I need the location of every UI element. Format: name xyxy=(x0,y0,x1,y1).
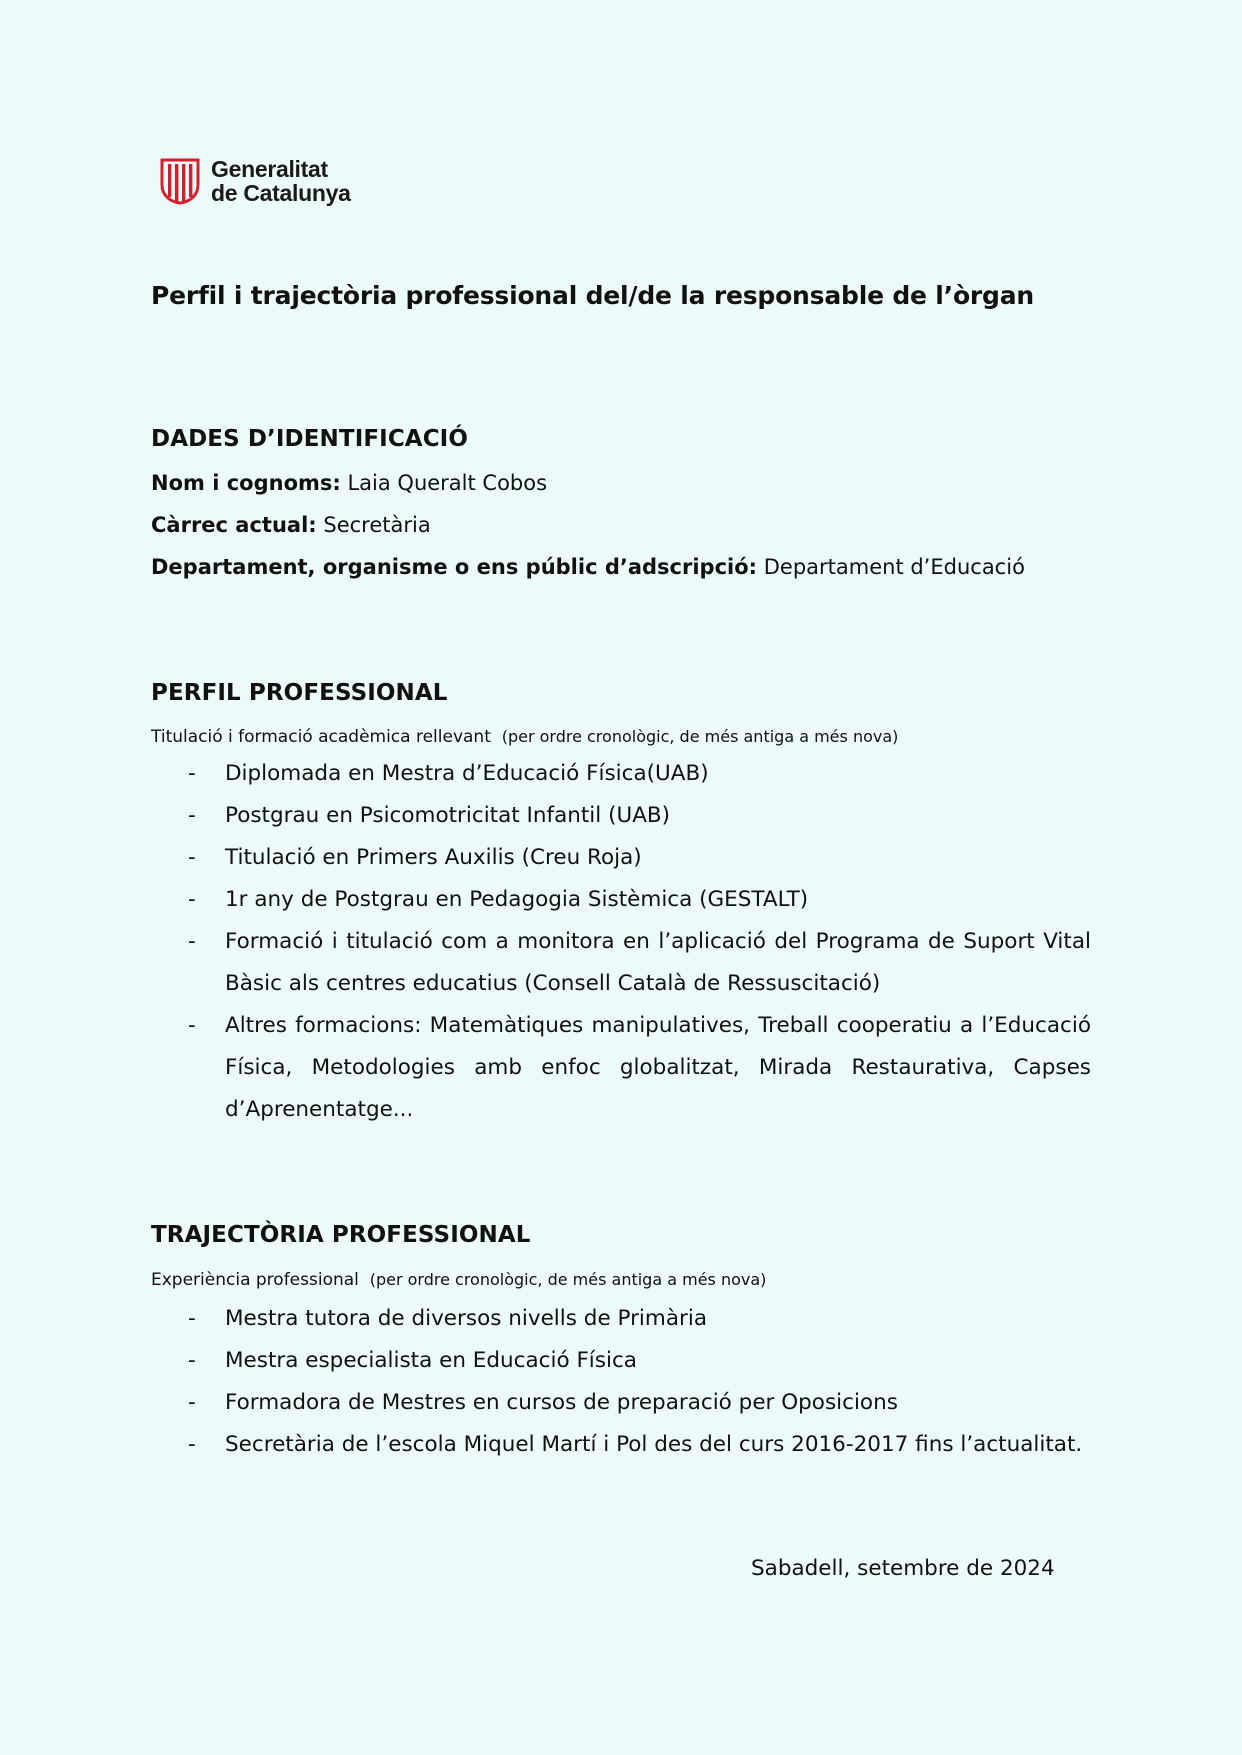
list-item-text: Formadora de Mestres en cursos de preparació per Oposicions xyxy=(225,1390,898,1415)
field-value: Secretària xyxy=(323,513,431,537)
bullet-dash: - xyxy=(188,929,196,954)
senyera-emblem-icon xyxy=(159,157,201,205)
bullet-dash: - xyxy=(188,1390,196,1415)
list-item-text: Titulació en Primers Auxilis (Creu Roja) xyxy=(225,845,642,870)
career-heading: TRAJECTÒRIA PROFESSIONAL xyxy=(151,1222,531,1248)
bullet-dash: - xyxy=(188,1013,196,1038)
list-item xyxy=(151,879,1091,921)
list-item-text: Postgrau en Psicomotricitat Infantil (UAB) xyxy=(225,803,671,828)
logo-line-2: de Catalunya xyxy=(211,180,351,206)
experience-list xyxy=(151,1298,1091,1466)
list-item-text: Diplomada en Mestra d’Educació Física(UAB) xyxy=(225,761,709,786)
subheading-text: Titulació i formació acadèmica rellevant xyxy=(151,727,491,747)
place-and-date: Sabadell, setembre de 2024 xyxy=(751,1556,1055,1581)
list-item xyxy=(151,1340,1091,1382)
field-full-name xyxy=(151,471,547,495)
list-item xyxy=(151,753,1091,795)
field-label: Càrrec actual: xyxy=(151,513,317,537)
field-current-position xyxy=(151,513,431,537)
field-label: Nom i cognoms: xyxy=(151,471,341,495)
bullet-dash: - xyxy=(188,803,196,828)
bullet-dash: - xyxy=(188,761,196,786)
profile-heading: PERFIL PROFESSIONAL xyxy=(151,680,448,706)
list-item-text: Altres formacions: Matemàtiques manipulatives, Treball cooperatiu a l’Educació Física, Metodologies amb enfoc globalitzat, Mirada Restaurativa, Capses d’Aprenentatge... xyxy=(225,1013,1091,1122)
list-item-text: Secretària de l’escola Miquel Martí i Pol des del curs 2016-2017 fins l’actualitat. xyxy=(225,1432,1083,1457)
list-item xyxy=(151,1424,1091,1466)
generalitat-logo xyxy=(159,157,351,205)
bullet-dash: - xyxy=(188,1432,196,1457)
document-title: Perfil i trajectòria professional del/de la responsable de l’òrgan xyxy=(151,281,1035,310)
logo-line-1: Generalitat xyxy=(211,156,328,182)
field-department xyxy=(151,555,1025,579)
bullet-dash: - xyxy=(188,1348,196,1373)
subheading-note: (per ordre cronològic, de més antiga a més nova) xyxy=(369,1270,767,1289)
bullet-dash: - xyxy=(188,845,196,870)
subheading-note: (per ordre cronològic, de més antiga a més nova) xyxy=(501,727,899,746)
list-item-text: Mestra tutora de diversos nivells de Primària xyxy=(225,1306,708,1331)
career-subheading xyxy=(151,1270,766,1290)
field-value: Departament d’Educació xyxy=(763,555,1025,579)
list-item-text: 1r any de Postgrau en Pedagogia Sistèmica (GESTALT) xyxy=(225,887,809,912)
identification-heading: DADES D’IDENTIFICACIÓ xyxy=(151,426,468,452)
list-item xyxy=(151,1298,1091,1340)
bullet-dash: - xyxy=(188,1306,196,1331)
logo-wordmark xyxy=(211,157,351,205)
subheading-text: Experiència professional xyxy=(151,1270,359,1290)
list-item xyxy=(151,837,1091,879)
bullet-dash: - xyxy=(188,887,196,912)
list-item-text: Mestra especialista en Educació Física xyxy=(225,1348,637,1373)
field-value: Laia Queralt Cobos xyxy=(347,471,548,495)
education-list xyxy=(151,753,1091,1131)
list-item xyxy=(151,1005,1091,1131)
profile-subheading xyxy=(151,727,898,747)
list-item xyxy=(151,1382,1091,1424)
list-item-text: Formació i titulació com a monitora en l’aplicació del Programa de Suport Vital Bàsic als centres educatius (Consell Català de Ressuscitació) xyxy=(225,929,1091,996)
list-item xyxy=(151,795,1091,837)
list-item xyxy=(151,921,1091,1005)
field-label: Departament, organisme o ens públic d’adscripció: xyxy=(151,555,758,579)
